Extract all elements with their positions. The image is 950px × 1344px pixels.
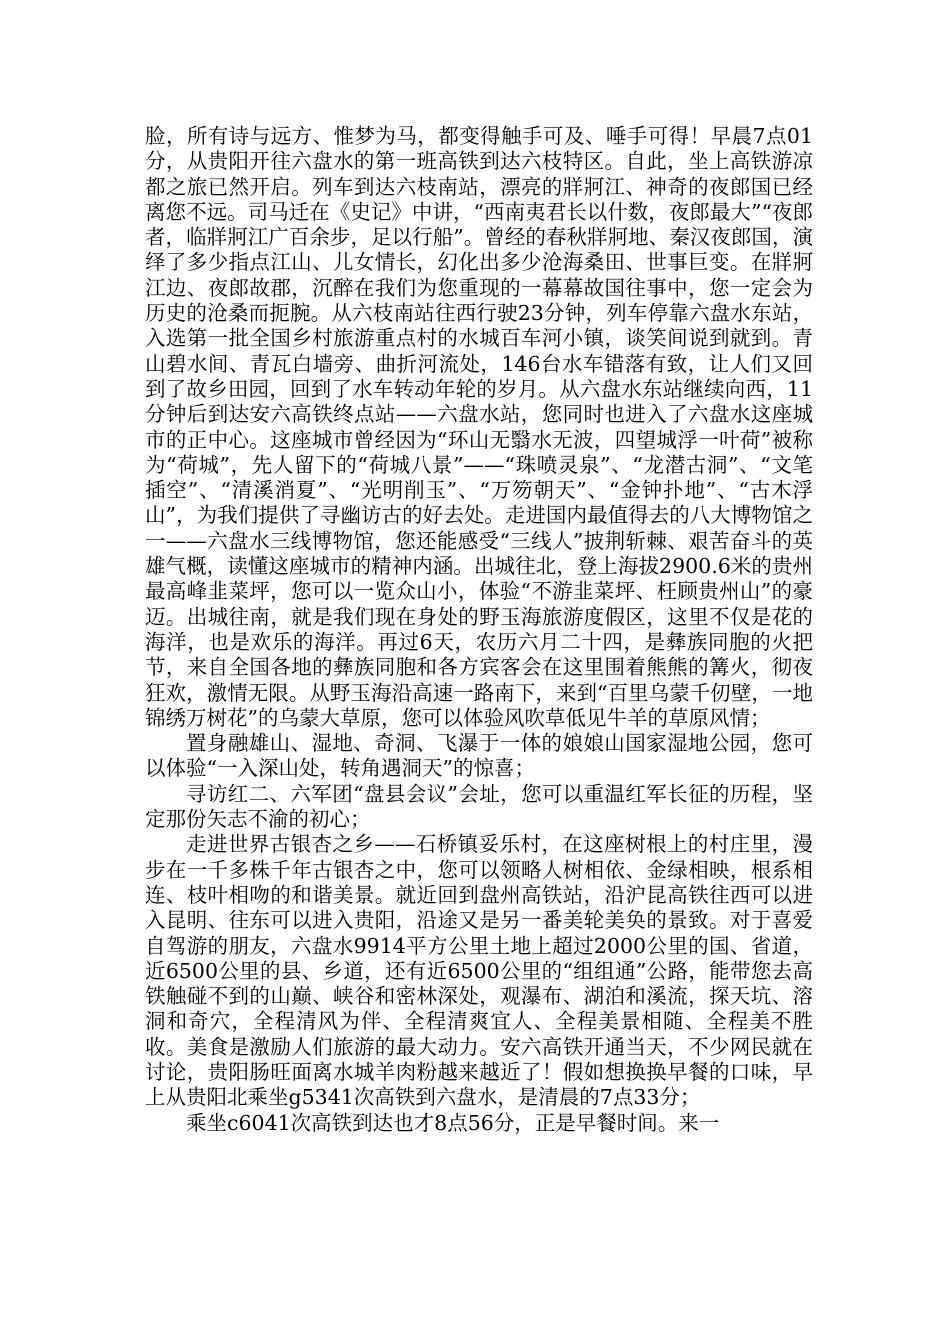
- paragraph-5: 乘坐c6041次高铁到达也才8点56分，正是早餐时间。来一: [186, 1110, 720, 1135]
- paragraph-1: 脸，所有诗与远方、惟梦为马，都变得触手可及、唾手可得！早晨7点01分，从贵阳开往六盘水的第一班高铁到达六枝特区。自此，坐上高铁游凉都之旅已然开启。列车到达六枝南站，漂亮的牂牁江、神奇的夜郎国已经离您不远。司马迁在《史记》中讲，“西南夷君长以什数，夜郎最大”“夜郎者，临牂牁江广百余步，足以行船”。曾经的春秋牂牁地、秦汉夜郎国，演绎了多少指点江山、儿女情长，幻化出多少沧海桑田、世事巨变。在牂牁江边、夜郎故郡，沉醉在我们为您重现的一幕幕故国往事中，您一定会为历史的沧桑而扼腕。从六枝南站往西行驶23分钟，列车停靠六盘水东站，入选第一批全国乡村旅游重点村的水城百车河小镇，谈笑间说到就到。青山碧水间、青瓦白墙旁、曲折河流处，146台水车错落有致，让人们又回到了故乡田园，回到了水车转动年轮的岁月。从六盘水东站继续向西，11分钟后到达安六高铁终点站——六盘水站，您同时也进入了六盘水这座城市的正中心。这座城市曾经因为“环山无翳水无波，四望城浮一叶荷”被称为“荷城”，先人留下的“荷城八景”——“珠喷灵泉”、“龙潜古洞”、“文笔插空”、“清溪消夏”、“光明削玉”、“万笏朝天”、“金钟扑地”、“古木浮山”，为我们提供了寻幽访古的好去处。走进国内最值得去的八大博物馆之一——六盘水三线博物馆，您还能感受“三线人”披荆斩棘、艰苦奋斗的英雄气概，读懂这座城市的精神内涵。出城往北，登上海拔2900.6米的贵州最高峰韭菜坪，您可以一览众山小，体验“不游韭菜坪、枉顾贵州山”的豪迈。出城往南，就是我们现在身处的野玉海旅游度假区，这里不仅是花的海洋，也是欢乐的海洋。再过6天，农历六月二十四，是彝族同胞的火把节，来自全国各地的彝族同胞和各方宾客会在这里围着熊熊的篝火，彻夜狂欢，激情无限。从野玉海沿高速一路南下，来到“百里乌蒙千仞壁，一地锦绣万树花”的乌蒙大草原，您可以体验风吹草低见牛羊的草原风情；: [145, 124, 813, 730]
- document-body: [145, 124, 813, 1136]
- paragraph-4: 走进世界古银杏之乡——石桥镇妥乐村，在这座树根上的村庄里，漫步在一千多株千年古银杏之中，您可以领略人树相依、金绿相映，根系相连、枝叶相吻的和谐美景。就近回到盘州高铁站，沿沪昆高铁往西可以进入昆明、往东可以进入贵阳，沿途又是另一番美轮美奂的景致。对于喜爱自驾游的朋友，六盘水9914平方公里土地上超过2000公里的国、省道，近6500公里的县、乡道，还有近6500公里的“组组通”公路，能带您去高铁触碰不到的山巅、峡谷和密林深处，观瀑布、湖泊和溪流，探天坑、溶洞和奇穴，全程清风为伴、全程清爽宜人、全程美景相随、全程美不胜收。美食是激励人们旅游的最大动力。安六高铁开通当天，不少网民就在讨论，贵阳肠旺面离水城羊肉粉越来越近了！假如想换换早餐的口味，早上从贵阳北乘坐g5341次高铁到六盘水，是清晨的7点33分；: [145, 832, 813, 1110]
- paragraph-3: 寻访红二、六军团“盘县会议”会址，您可以重温红军长征的历程，坚定那份矢志不渝的初心；: [145, 781, 813, 832]
- paragraph-2: 置身融雄山、湿地、奇洞、飞瀑于一体的娘娘山国家湿地公园，您可以体验“一入深山处，转角遇洞天”的惊喜；: [145, 731, 813, 781]
